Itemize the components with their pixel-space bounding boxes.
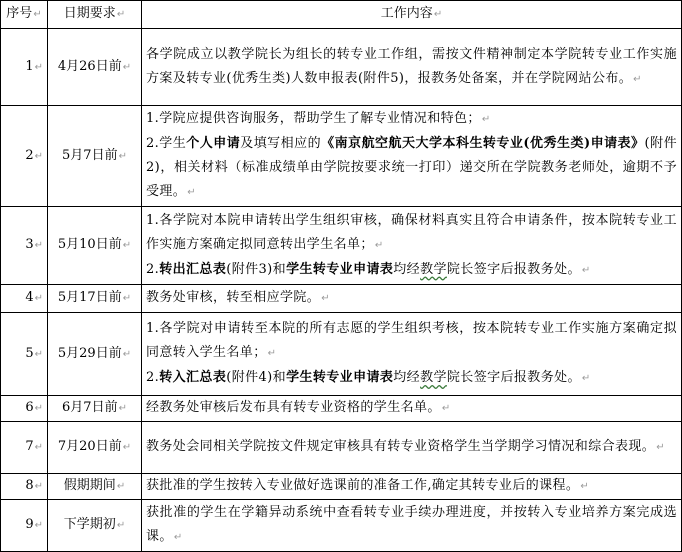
table-row — [1, 106, 682, 207]
table-row — [1, 422, 682, 474]
row-content: 经教务处审核后发布具有转专业资格的学生名单。↵ — [142, 396, 682, 422]
row-date: 6月7日前↵ — [48, 396, 142, 422]
row-date: 下学期初↵ — [48, 500, 142, 552]
row-content — [142, 106, 682, 207]
content-paragraph-2: 2.转入汇总表(附件4)和学生转专业申请表均经教学院长签字后报教务处。↵ — [146, 370, 591, 385]
row-seq: 9↵ — [1, 500, 48, 552]
header-seq: 序号↵ — [1, 1, 48, 29]
row-seq: 5↵ — [1, 313, 48, 396]
content-paragraph-1: 1.各学院对本院申请转出学生组织审核，确保材料真实且符合申请条件，按本院转专业工作实施方案确定拟同意转出学生名单；↵ — [146, 212, 677, 252]
content-paragraph-1: 1.各学院对申请转至本院的所有志愿的学生组织考核，按本院转专业工作实施方案确定拟同意转入学生名单；↵ — [146, 321, 677, 360]
row-date: 假期期间↵ — [48, 474, 142, 500]
row-date: 5月10日前↵ — [48, 207, 142, 285]
row-content: 获批准的学生在学籍异动系统中查看转专业手续办理进度，并按转入专业培养方案完成选课。↵ — [142, 500, 682, 552]
row-date: 5月7日前↵ — [48, 106, 142, 207]
content-paragraph-2: 2.转出汇总表(附件3)和学生转专业申请表均经教学院长签字后报教务处。↵ — [146, 261, 591, 277]
row-seq: 8↵ — [1, 474, 48, 500]
row-content: 教务处审核，转至相应学院。↵ — [142, 285, 682, 313]
header-content: 工作内容↵ — [142, 1, 682, 29]
content-paragraph-2: 2.学生个人申请及填写相应的《南京航空航天大学本科生转专业(优秀生类)申请表》(附件2)，相关材料（标准成绩单由学院按要求统一打印）递交所在学院教务老师处，逾期不予受理。↵ — [146, 136, 677, 199]
table-row — [1, 474, 682, 500]
row-content — [142, 313, 682, 396]
table-row — [1, 396, 682, 422]
row-seq: 7↵ — [1, 422, 48, 474]
row-date: 5月17日前↵ — [48, 285, 142, 313]
row-content — [142, 207, 682, 285]
row-date: 4月26日前↵ — [48, 29, 142, 106]
header-date: 日期要求↵ — [48, 1, 142, 29]
table-header-row — [1, 1, 682, 29]
row-seq: 3↵ — [1, 207, 48, 285]
row-date: 5月29日前↵ — [48, 313, 142, 396]
row-content: 获批准的学生按转入专业做好选课前的准备工作,确定其转专业后的课程。↵ — [142, 474, 682, 500]
table-row — [1, 207, 682, 285]
row-seq: 4↵ — [1, 285, 48, 313]
table-row — [1, 313, 682, 396]
row-content: 各学院成立以教学院长为组长的转专业工作组，需按文件精神制定本学院转专业工作实施方案及转专业(优秀生类)人数申报表(附件5)，报教务处备案，并在学院网站公布。↵ — [142, 29, 682, 106]
row-seq: 6↵ — [1, 396, 48, 422]
row-seq: 1↵ — [1, 29, 48, 106]
table-row — [1, 285, 682, 313]
row-content: 教务处会同相关学院按文件规定审核具有转专业资格学生当学期学习情况和综合表现。↵ — [142, 422, 682, 474]
row-date: 7月20日前↵ — [48, 422, 142, 474]
table-row — [1, 500, 682, 552]
table-row — [1, 29, 682, 106]
row-seq: 2↵ — [1, 106, 48, 207]
content-paragraph-1: 1.学院应提供咨询服务，帮助学生了解专业情况和特色；↵ — [146, 111, 491, 126]
